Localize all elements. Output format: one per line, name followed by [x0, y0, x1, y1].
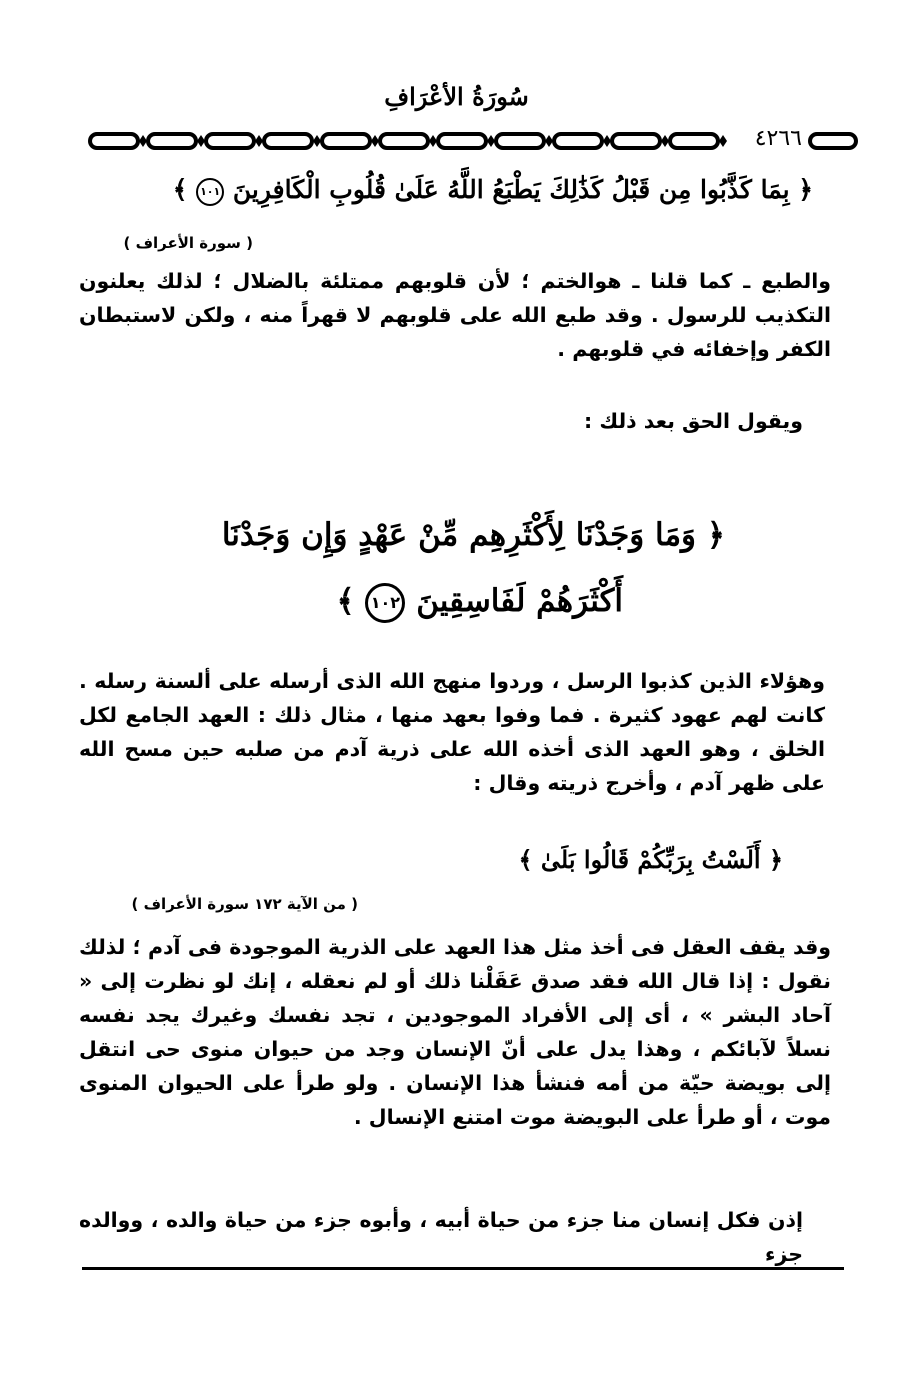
verse-close-bracket: ﴾ — [172, 175, 188, 204]
verse-close-bracket: ﴾ — [518, 845, 533, 874]
verse-101 — [173, 170, 813, 210]
paragraph-3: وهؤلاء الذين كذبوا الرسل ، وردوا منهج الله الذى أرسله على ألسنة رسله . كانت لهم عهود كثيرة . فما وفوا بعهد منها ، مثال ذلك : العهد الجامع لكل الخلق ، وهو العهد الذى أخذه الله على ذرية آدم من صلبه حين مسح الله على ظهر آدم ، وأخرج ذريته وقال : — [79, 669, 825, 795]
ornament-band — [88, 124, 858, 158]
verse-open-bracket: ﴿ — [768, 845, 783, 874]
verse-172-text: أَلَسْتُ بِرَبِّكُمْ قَالُوا بَلَىٰ — [540, 845, 761, 874]
page-number: ٤٢٦٦ — [754, 126, 802, 151]
verse-102-line-1 — [222, 510, 725, 560]
verse-102-text-1: وَمَا وَجَدْنَا لِأَكْثَرِهِم مِّنْ عَهْدٍ وَإِن وَجَدْنَا — [221, 517, 697, 553]
paragraph-4: وقد يقف العقل فى أخذ مثل هذا العهد على الذرية الموجودة فى آدم ؛ لذلك نقول : إذا قال الله فقد صدق عَقَلْنا ذلك أو لم نعقله ، إنك لو نظرت إلى « آحاد البشر » ، أى إلى الأفراد الموجودين ، تجد نفسك وغيرك يجد نفسه نسلاً لآبائكم ، وهذا يدل على أنّ الإنسان وجد من حيوان منوى حى انتقل إلى بويضة حيّة من أمه فنشأ هذا الإنسان . ولو طرأ على الحيوان المنوى موت ، أو طرأ على البويضة موت امتنع الإنسال . — [79, 935, 831, 1129]
verse-101-text: بِمَا كَذَّبُوا مِن قَبْلُ كَذَٰلِكَ يَطْبَعُ اللَّهُ عَلَىٰ قُلُوبِ الْكَافِرِينَ — [232, 175, 790, 204]
verse-number-102: ١٠٢ — [365, 583, 405, 623]
verse-open-bracket: ﴿ — [706, 517, 725, 553]
reference-surah: ( سورة الأعراف ) — [123, 234, 253, 252]
paragraph-5: إذن فكل إنسان منا جزء من حياة أبيه ، وأبوه جزء من حياة والده ، ووالده جزء — [79, 1208, 803, 1266]
reference-verse-172: ( من الآية ١٧٢ سورة الأعراف ) — [131, 895, 358, 913]
page-header — [88, 124, 858, 158]
paragraph-1: والطبع ـ كما قلنا ـ هوالختم ؛ لأن قلوبهم ممتلئة بالضلال ؛ لذلك يعلنون التكذيب للرسول . وقد طبع الله على قلوبهم لا قهراً منه ، ولكن لاستبطان الكفر وإخفائه في قلوبهم . — [79, 269, 831, 361]
surah-title: سُورَةُ الأعْرَافِ — [384, 82, 529, 111]
verse-102-line-2 — [336, 576, 623, 626]
paragraph-2: ويقول الحق بعد ذلك : — [584, 409, 803, 433]
verse-102-text-2: أَكْثَرَهُمْ لَفَاسِقِينَ — [416, 583, 623, 619]
footer-rule — [82, 1267, 844, 1270]
verse-close-bracket: ﴾ — [336, 583, 355, 619]
verse-number-101: ١٠١ — [196, 178, 224, 206]
verse-172 — [519, 840, 784, 880]
verse-open-bracket: ﴿ — [798, 175, 813, 204]
